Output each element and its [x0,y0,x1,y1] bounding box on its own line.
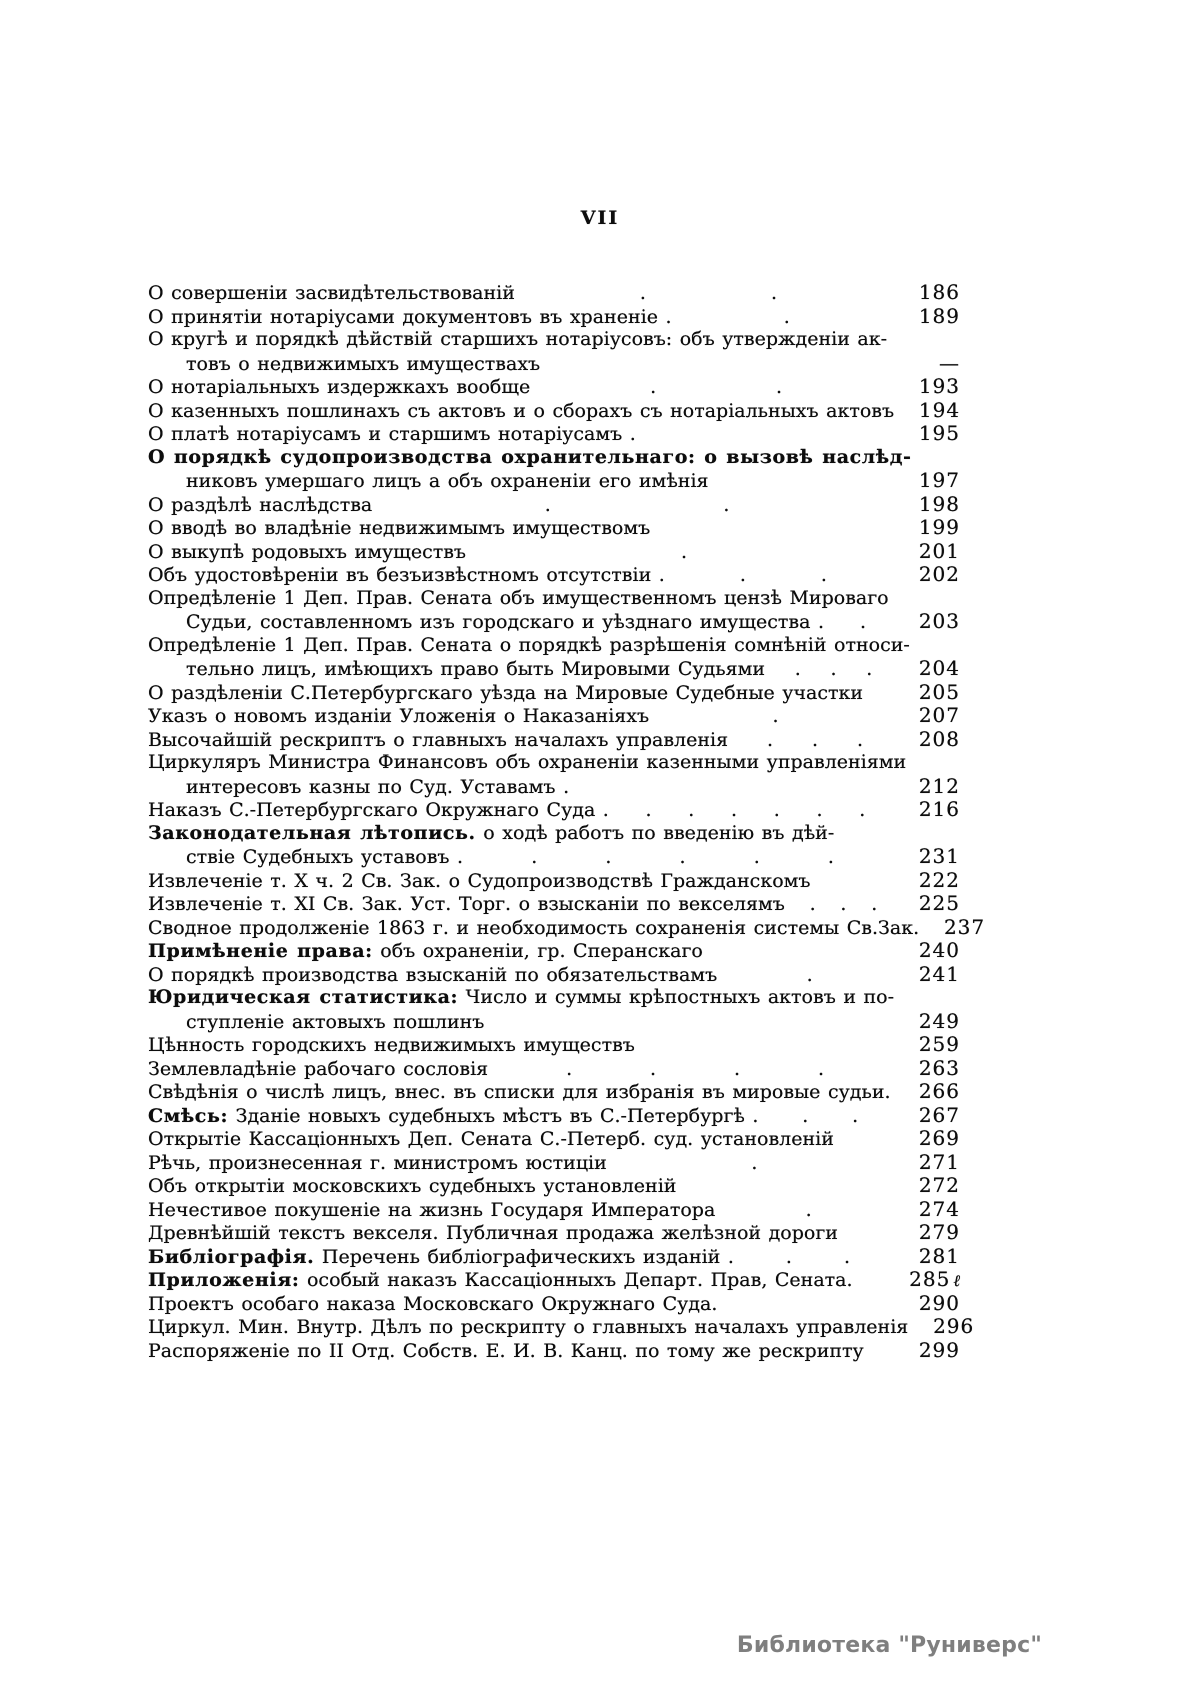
toc-list [148,280,986,1362]
entry-text: О принятіи нотаріусами документовъ въ храненіе . [148,305,672,328]
leader-dot: . [816,799,823,821]
entry-text: Объ открытіи московскихъ судебныхъ установленій [148,1175,677,1197]
toc-entry [148,493,960,517]
toc-entry [148,728,960,752]
leader-dot: . [776,376,783,398]
entry-text: Библіографія. Перечень библіографическихъ изданій . [148,1245,734,1268]
leader-dot: . [817,1057,825,1080]
toc-entry [148,986,960,1033]
entry-page-number: 197 [918,468,960,492]
entry-text: О совершеніи засвидѣтельствованій [148,282,515,304]
entry-text: О порядкѣ производства взысканій по обязательствамъ [148,963,718,986]
entry-page-number: 207 [918,703,960,727]
toc-entry [148,446,960,493]
leader-dot: . [566,1057,573,1080]
page-number-header: VII [580,207,620,229]
toc-entry [148,798,960,822]
entry-heading: Смѣсь: [148,1104,229,1127]
leader-dot: . [785,1245,792,1268]
dot-leader [649,705,902,729]
leader-dot: . [772,705,779,727]
entry-page-number: 299 [918,1337,960,1362]
entry-text: О раздѣленіи С.Петербургскаго уѣзда на Мировые Судебные участки [148,681,864,704]
entry-text: Опредѣленіе 1 Деп. Прав. Сената объ имущественномъ цензѣ Мироваго [148,586,889,609]
entry-page-number: 186 [918,280,960,304]
entry-text: Приложенія: особый наказъ Кассаціонныхъ Департ. Прав, Сената. [148,1269,853,1291]
toc-entry [148,375,960,399]
leader-dot: . [770,282,777,304]
entry-text: Землевладѣніе рабочаго сословія [148,1057,489,1080]
entry-text: О выкупѣ родовыхъ имуществъ [148,540,467,563]
entry-text: Смѣсь: Зданіе новыхъ судебныхъ мѣстъ въ С.-Петербургѣ . [148,1104,759,1127]
dot-leader [728,729,902,753]
entry-text: Циркуляръ Министра Финансовъ объ охраненіи казенными управленіями [148,751,907,773]
leader-dot: . [805,1198,812,1221]
entry-page-number: 269 [918,1126,960,1150]
toc-entry [148,328,960,375]
leader-dot: . [856,728,864,751]
leader-dot: . [639,282,646,304]
leader-dot: . [734,1057,741,1080]
toc-entry [148,704,960,728]
entry-heading: Законодательная лѣтопись. [148,821,476,844]
entry-text: О платѣ нотаріусамъ и старшимъ нотаріусамъ . [148,423,636,445]
toc-entry [148,751,960,798]
entry-page-number: — [939,350,960,375]
toc-entry [148,1314,975,1339]
entry-page-number: 193 [918,374,960,398]
toc-entry [148,939,960,963]
toc-entry [148,1080,960,1104]
dot-leader [488,1058,902,1082]
library-watermark: Библиотека "Руниверс" [736,1633,1042,1658]
entry-heading: Приложенія: [148,1269,300,1291]
entry-page-number: 212 [918,773,960,798]
dot-leader [607,1152,902,1176]
entry-page-number: 279 [918,1220,960,1244]
entry-text: Цѣнность городскихъ недвижимыхъ имуществъ [148,1034,635,1056]
entry-text-continuation: никовъ умершаго лицъ а объ охраненіи его имѣнія [186,470,709,492]
entry-page-number: 189 [918,303,960,328]
toc-entry [148,516,960,540]
leader-dot: . [723,493,730,516]
entry-text-continuation: Судьи, составленномъ изъ городскаго и уѣзднаго имущества . [186,611,824,633]
toc-entry [148,563,960,587]
leader-dot: . [767,728,774,751]
entry-page-number: 290 [918,1290,960,1315]
entry-text: Объ удостовѣреніи въ безъизвѣстномъ отсутствіи . [148,564,665,586]
dot-leader [609,799,902,823]
toc-entry [148,892,960,916]
entry-text-continuation: товъ о недвижимыхъ имуществахъ [186,352,541,375]
dot-leader [758,1105,902,1129]
dot-leader [672,306,902,330]
leader-dot: . [645,799,652,821]
entry-page-number: 199 [918,515,960,539]
leader-dot: . [688,799,695,821]
entry-text: Примѣненіе права: объ охраненіи, гр. Сперанскаго [148,940,703,962]
entry-text-continuation: тельно лицъ, имѣющихъ право быть Мировыми Судьями [186,658,766,680]
entry-text: Опредѣленіе 1 Деп. Прав. Сената о порядкѣ разрѣшенія сомнѣній относи- [148,633,910,656]
entry-text: Проектъ особаго наказа Московскаго Окружнаго Суда. [148,1292,718,1315]
toc-entry [148,1292,960,1316]
dot-leader [665,564,902,588]
entry-text: Извлеченіе т. X ч. 2 Св. Зак. о Судопроизводствѣ Гражданскомъ [148,869,811,892]
entry-text: Сводное продолженіе 1863 г. и необходимость сохраненія системы Св.Зак. [148,916,920,939]
leader-dot: . [811,728,819,751]
entry-heading: Примѣненіе права: [148,940,373,962]
entry-text-continuation: ступленіе актовыхъ пошлинъ [186,1010,485,1033]
entry-text: Извлеченіе т. XI Св. Зак. Уст. Торг. о взысканіи по векселямъ [148,893,785,915]
dot-leader [734,1246,902,1270]
entry-page-number: 240 [918,938,960,962]
entry-page-number: 263 [918,1055,960,1080]
toc-entry [148,822,960,869]
entry-text: О казенныхъ пошлинахъ съ актовъ и о сборахъ съ нотаріальныхъ актовъ [148,399,895,422]
leader-dot: . [650,1057,657,1080]
toc-entry [148,1198,960,1222]
toc-entry [148,869,960,893]
entry-page-number: 296 [933,1314,975,1338]
leader-dot: . [783,305,790,328]
entry-text: Указъ о новомъ изданіи Уложенія о Наказаніяхъ [148,705,650,727]
dot-leader [466,541,902,565]
entry-page-number: 205 [918,679,960,704]
toc-entry [148,540,960,564]
entry-page-number: 195 [918,421,960,445]
dot-leader [785,893,902,917]
entry-page-number: 272 [918,1173,960,1197]
leader-dot: . [843,1245,850,1268]
entry-page-number: 203 [918,609,960,633]
entry-text-continuation: интересовъ казны по Суд. Уставамъ . [186,775,570,798]
entry-text: Свѣдѣнія о числѣ лицъ, внес. въ списки для избранія въ мировые судьи. [148,1081,891,1103]
dot-leader [372,494,902,518]
dot-leader [530,376,902,400]
entry-page-number: 202 [918,562,960,586]
entry-page-number: 208 [918,726,960,751]
leader-dot: . [544,493,551,516]
entry-page-number: 274 [918,1196,960,1221]
leader-dot: . [531,846,538,868]
entry-page-number: 259 [918,1032,960,1056]
entry-page-number: 198 [918,491,960,516]
leader-dot: . [806,963,813,986]
entry-page-number: 194 [918,397,961,422]
leader-dot: . [802,1104,809,1127]
toc-entry [148,914,986,940]
leader-dot: . [809,893,816,915]
entry-page-number: 225 [918,891,960,915]
dot-leader [463,846,902,870]
toc-entry [148,963,960,987]
leader-dot: . [840,893,847,915]
leader-dot: . [679,846,686,868]
entry-heading: О порядкѣ судопроизводства охранительнаго: о вызовѣ наслѣд- [148,445,912,468]
entry-page-number: 281 [918,1243,960,1268]
toc-entry [148,1268,960,1292]
leader-dot: . [650,376,657,398]
entry-text: Высочайшій рескриптъ о главныхъ началахъ управленія [148,728,729,751]
entry-text: Древнѣйшій текстъ векселя. Публичная продажа желѣзной дороги [148,1222,838,1244]
leader-dot: . [830,658,837,680]
leader-dot: . [753,846,760,868]
leader-dot: . [859,799,866,821]
toc-entry [148,422,960,446]
entry-text: Юридическая статистика: Число и суммы крѣпостныхъ актовъ и по- [148,986,895,1008]
entry-page-number: 267 [918,1102,960,1127]
toc-entry [148,1245,960,1269]
leader-dot: . [680,540,688,563]
toc-entry [148,1151,960,1175]
entry-text: О кругѣ и порядкѣ дѣйствій старшихъ нотаріусовъ: объ утвержденіи ак- [148,328,888,350]
entry-text: О вводѣ во владѣніе недвижимымъ имуществомъ [148,517,651,539]
leader-dot: . [739,564,746,586]
leader-dot: . [773,799,780,821]
leader-dot: . [731,799,738,821]
entry-text: Циркул. Мин. Внутр. Дѣлъ по рескрипту о главныхъ началахъ управленія [148,1316,909,1338]
entry-page-number: 222 [918,867,960,892]
dot-leader [765,658,902,682]
entry-page-number: 241 [918,961,960,986]
toc-entry [148,399,960,423]
entry-page-number: 271 [918,1149,960,1174]
entry-page-number: 216 [918,797,960,821]
leader-dot: . [605,846,612,868]
entry-text: О раздѣлѣ наслѣдства [148,493,373,516]
entry-page-number: 266 [918,1079,960,1103]
entry-text: Наказъ С.-Петербургскаго Окружнаго Суда . [148,799,609,821]
entry-text: Распоряженіе по II Отд. Собств. Е. И. В. Канц. по тому же рескрипту [148,1339,864,1362]
toc-entry [148,1057,960,1081]
entry-page-number: 285 ℓ [909,1267,960,1291]
leader-dot: . [852,1104,859,1127]
toc-entry [148,305,960,329]
dot-leader [717,964,902,988]
entry-page-number: 204 [918,656,960,680]
entry-text: Законодательная лѣтопись. о ходѣ работъ по введенію въ дѣй- [148,821,835,844]
entry-text: Рѣчь, произнесенная г. министромъ юстиціи [148,1151,607,1174]
dot-leader [824,611,902,635]
leader-dot: . [751,1151,758,1174]
toc-entry [148,1174,960,1198]
toc-entry [148,1127,960,1151]
entry-heading: Библіографія. [148,1245,315,1268]
scan-artifact-mark: ℓ [953,1271,960,1290]
leader-dot: . [827,846,834,868]
entry-text: О нотаріальныхъ издержкахъ вообще [148,376,531,398]
leader-dot: . [871,893,878,915]
entry-heading: Юридическая статистика: [148,986,459,1008]
entry-page-number: 231 [918,844,960,868]
entry-text: Нечестивое покушеніе на жизнь Государя Императора [148,1198,716,1221]
toc-entry [148,634,960,681]
entry-page-number: 237 [943,914,986,939]
dot-leader [715,1199,902,1223]
leader-dot: . [820,564,827,586]
toc-entry [148,281,960,305]
toc-entry [148,1339,960,1363]
toc-entry [148,1221,960,1245]
entry-text [148,446,912,470]
entry-text: Открытіе Кассаціонныхъ Деп. Сената С.-Петерб. суд. установленій [148,1128,834,1150]
entry-page-number: 249 [918,1008,960,1033]
entry-page-number: 201 [918,538,960,563]
leader-dot: . [859,611,867,633]
toc-entry [148,587,960,634]
leader-dot: . [794,658,801,680]
entry-text-continuation: ствіе Судебныхъ уставовъ . [186,846,464,868]
toc-entry [148,681,960,705]
toc-entry [148,1104,960,1128]
leader-dot: . [866,658,873,680]
dot-leader [515,282,902,306]
toc-entry [148,1033,960,1057]
